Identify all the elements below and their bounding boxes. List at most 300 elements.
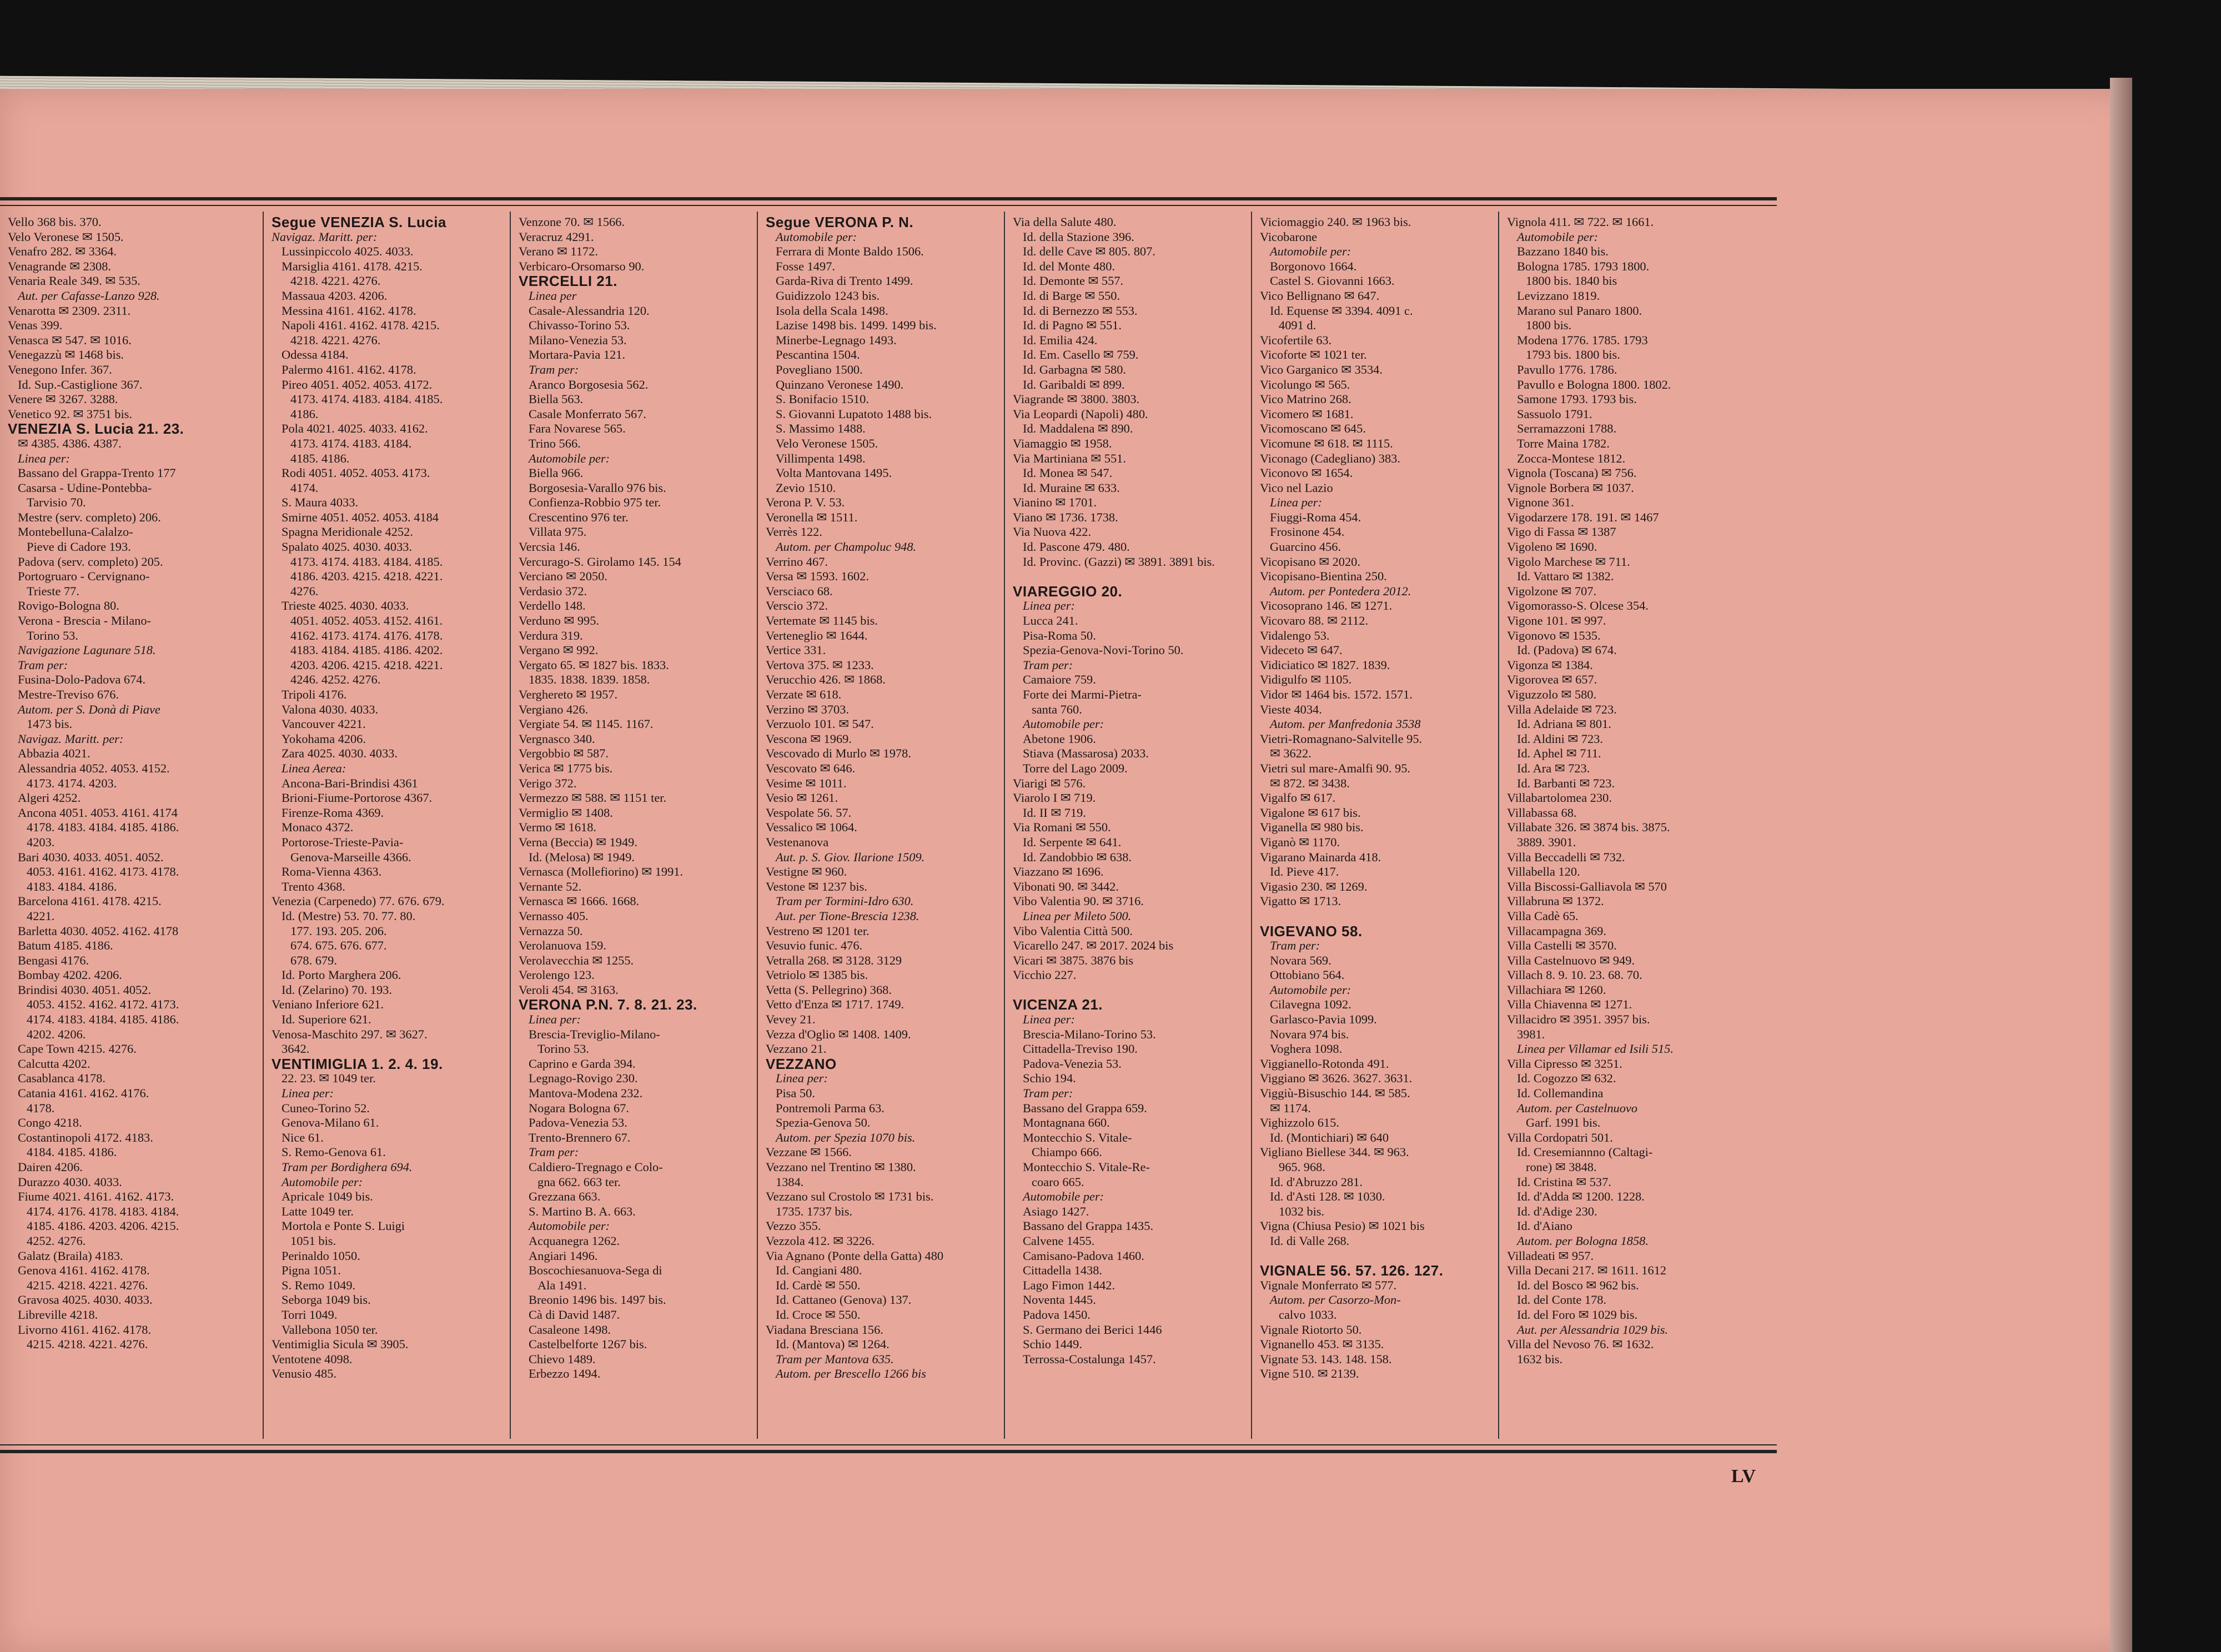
index-line: Vergato 65. ✉ 1827 bis. 1833. — [519, 657, 669, 672]
index-line: 22. 23. ✉ 1049 ter. — [282, 1071, 376, 1086]
index-line: Pisa-Roma 50. — [1023, 628, 1096, 642]
index-line: Vicomune ✉ 618. ✉ 1115. — [1260, 436, 1393, 450]
index-line: Dairen 4206. — [18, 1160, 83, 1174]
index-line: Pireo 4051. 4052. 4053. 4172. — [282, 377, 433, 391]
index-line: Vigomorasso-S. Olcese 354. — [1507, 599, 1649, 613]
index-line: Vidalengo 53. — [1260, 628, 1330, 642]
index-line: Borgosesia-Varallo 976 bis. — [529, 480, 666, 495]
index-line: Vestone ✉ 1237 bis. — [766, 879, 867, 893]
index-line: Verolavecchia ✉ 1255. — [519, 953, 634, 967]
index-line: Villa Decani 217. ✉ 1611. 1612 — [1507, 1263, 1667, 1278]
index-line: Id. Cangiani 480. — [776, 1263, 862, 1278]
index-line: Novara 569. — [1270, 953, 1331, 967]
index-line: Brioni-Fiume-Portorose 4367. — [282, 791, 433, 805]
index-line: Segue VERONA P. N. — [766, 215, 914, 230]
index-line: Chivasso-Torino 53. — [529, 318, 630, 333]
index-line: Fusina-Dolo-Padova 674. — [18, 672, 146, 687]
index-line: Viggiù-Bisuschio 144. ✉ 585. — [1260, 1086, 1410, 1101]
index-line: Cittadella-Treviso 190. — [1023, 1042, 1138, 1056]
index-line: 3889. 3901. — [1517, 835, 1576, 849]
index-line: Torino 53. — [537, 1042, 589, 1056]
index-line: Vianino ✉ 1701. — [1013, 495, 1097, 510]
index-line: Villabassa 68. — [1507, 805, 1577, 820]
index-line: Verano ✉ 1172. — [519, 244, 598, 259]
index-line: Villa Castelnuovo ✉ 949. — [1507, 953, 1635, 967]
index-line: Vigonza ✉ 1384. — [1507, 657, 1593, 672]
index-line: Lussinpiccolo 4025. 4033. — [282, 244, 414, 259]
index-line: Modena 1776. 1785. 1793 — [1517, 333, 1648, 347]
index-line: Villachiara ✉ 1260. — [1507, 982, 1606, 997]
index-line: Verteneglio ✉ 1644. — [766, 628, 868, 642]
index-line: Id. II ✉ 719. — [1023, 805, 1086, 820]
index-line: VIGNALE 56. 57. 126. 127. — [1260, 1263, 1444, 1278]
index-line: Bombay 4202. 4206. — [18, 968, 122, 982]
index-line: Biella 966. — [529, 466, 584, 480]
index-line: Legnago-Rovigo 230. — [529, 1071, 638, 1086]
index-line: Schio 194. — [1023, 1071, 1076, 1086]
index-line: ✉ 4385. 4386. 4387. — [18, 436, 122, 450]
index-line: Monaco 4372. — [282, 820, 354, 835]
index-line: VEZZANO — [766, 1056, 837, 1072]
index-line: 4183. 4184. 4185. 4186. 4202. — [290, 643, 443, 657]
index-line: Cittadella 1438. — [1023, 1263, 1103, 1278]
index-line: Versciaco 68. — [766, 584, 833, 598]
index-line: Gravosa 4025. 4030. 4033. — [18, 1293, 153, 1307]
index-line: Verolengo 123. — [519, 968, 595, 982]
index-line: Bassano del Grappa-Trento 177 — [18, 466, 176, 480]
index-line: Id. del Bosco ✉ 962 bis. — [1517, 1278, 1639, 1292]
index-line: Cilavegna 1092. — [1270, 997, 1351, 1012]
index-line: 4218. 4221. 4276. — [290, 333, 381, 347]
index-line — [1260, 1249, 1491, 1264]
index-line: Vespolate 56. 57. — [766, 805, 852, 820]
index-line: Aut. per Tione-Brescia 1238. — [776, 908, 919, 923]
index-line: 4178. — [27, 1101, 55, 1115]
index-line: Ancona-Bari-Brindisi 4361 — [282, 776, 418, 790]
index-line: Terrossa-Costalunga 1457. — [1023, 1352, 1156, 1366]
index-line: Cape Town 4215. 4276. — [18, 1042, 137, 1056]
index-line: Vergobbio ✉ 587. — [519, 746, 609, 761]
index-line: Pola 4021. 4025. 4033. 4162. — [282, 421, 428, 436]
index-line: Autom. per Bologna 1858. — [1517, 1233, 1649, 1248]
index-line: Vallebona 1050 ter. — [282, 1322, 378, 1337]
index-line: Vicolungo ✉ 565. — [1260, 377, 1350, 391]
index-line: Linea per: — [529, 1012, 581, 1027]
index-line: Guidizzolo 1243 bis. — [776, 288, 880, 303]
index-line: Povegliano 1500. — [776, 362, 863, 376]
index-line: Vico Bellignano ✉ 647. — [1260, 288, 1380, 303]
index-line: 4162. 4173. 4174. 4176. 4178. — [290, 628, 443, 642]
index-line: 1473 bis. — [27, 717, 73, 731]
index-line: Borgonovo 1664. — [1270, 259, 1357, 273]
index-line: Venere ✉ 3267. 3288. — [8, 392, 118, 406]
index-line: Messina 4161. 4162. 4178. — [282, 303, 416, 318]
index-line: Vezza d'Oglio ✉ 1408. 1409. — [766, 1027, 911, 1041]
index-line: Aut. p. S. Giov. Ilarione 1509. — [776, 850, 925, 864]
index-line: Boscochiesanuova-Sega di — [529, 1263, 662, 1278]
index-line: Vicobarone — [1260, 229, 1318, 244]
index-line: Veroli 454. ✉ 3163. — [519, 982, 619, 997]
index-line: Id. d'Adige 230. — [1517, 1204, 1597, 1218]
index-line: Forte dei Marmi-Pietra- — [1023, 687, 1142, 701]
index-line: Id. (Zelarino) 70. 193. — [282, 982, 392, 997]
index-line: Id. d'Aiano — [1517, 1219, 1572, 1233]
index-line: Verona P. V. 53. — [766, 495, 845, 510]
index-line: Segue VENEZIA S. Lucia — [272, 215, 446, 230]
index-line: Id. Cardè ✉ 550. — [776, 1278, 861, 1292]
index-line: Id. di Bernezzo ✉ 553. — [1023, 303, 1138, 318]
index-line: Breonio 1496 bis. 1497 bis. — [529, 1293, 666, 1307]
index-table-frame — [0, 197, 1777, 1453]
index-line: Voghera 1098. — [1270, 1042, 1343, 1056]
index-line: Venusio 485. — [272, 1367, 336, 1381]
index-line: Id. Cresemiannno (Caltagi- — [1517, 1145, 1653, 1159]
index-line: Autom. per S. Donà di Piave — [18, 702, 160, 716]
index-line: Vidor ✉ 1464 bis. 1572. 1571. — [1260, 687, 1413, 701]
index-line: Cà di David 1487. — [529, 1307, 620, 1322]
index-line: Vicopisano-Bientina 250. — [1260, 569, 1387, 584]
index-line: Venetico 92. ✉ 3751 bis. — [8, 406, 132, 421]
index-line: Durazzo 4030. 4033. — [18, 1174, 122, 1189]
index-line: S. Maura 4033. — [282, 495, 359, 510]
index-line: Verrino 467. — [766, 554, 828, 569]
index-columns — [0, 212, 1777, 1439]
index-line: Viano ✉ 1736. 1738. — [1013, 510, 1118, 524]
index-line: S. Bonifacio 1510. — [776, 392, 869, 406]
index-line: 1735. 1737 bis. — [776, 1204, 853, 1218]
index-line: Latte 1049 ter. — [282, 1204, 354, 1218]
index-line: Villabruna ✉ 1372. — [1507, 894, 1604, 908]
index-line: Viamaggio ✉ 1958. — [1013, 436, 1112, 450]
index-line: Villacampagna 369. — [1507, 923, 1606, 938]
index-line: Vicosoprano 146. ✉ 1271. — [1260, 599, 1393, 613]
index-line: Seborga 1049 bis. — [282, 1293, 371, 1307]
index-line: Vignale Riotorto 50. — [1260, 1322, 1362, 1337]
index-line: Vergano ✉ 992. — [519, 643, 599, 657]
index-line: Viazzano ✉ 1696. — [1013, 865, 1104, 879]
index-line: Id. Equense ✉ 3394. 4091 c. — [1270, 303, 1413, 318]
index-line: Pigna 1051. — [282, 1263, 341, 1278]
index-line: Venzone 70. ✉ 1566. — [519, 215, 625, 229]
index-line: Zevio 1510. — [776, 480, 836, 495]
index-line: Vigne 510. ✉ 2139. — [1260, 1367, 1359, 1381]
index-line: VERCELLI 21. — [519, 274, 617, 289]
index-line: Stiava (Massarosa) 2033. — [1023, 746, 1149, 761]
index-line: Verolanuova 159. — [519, 938, 606, 953]
index-line: Lucca 241. — [1023, 614, 1078, 628]
index-line: Bazzano 1840 bis. — [1517, 244, 1609, 259]
index-line: Bengasi 4176. — [18, 953, 89, 967]
index-line: Vignola (Toscana) ✉ 756. — [1507, 466, 1637, 480]
index-line: Caldiero-Tregnago e Colo- — [529, 1160, 663, 1174]
index-line: 4185. 4186. 4203. 4206. 4215. — [27, 1219, 179, 1233]
index-line: 4184. 4185. 4186. — [27, 1145, 117, 1159]
index-line: Vicarello 247. ✉ 2017. 2024 bis — [1013, 938, 1174, 953]
index-line: Vibonati 90. ✉ 3442. — [1013, 879, 1119, 893]
index-line: Id. Monea ✉ 547. — [1023, 466, 1113, 480]
index-line: 4173. 4174. 4183. 4184. 4185. — [290, 554, 443, 569]
index-line: Linea per: — [776, 1071, 828, 1086]
index-line: Mortara-Pavia 121. — [529, 348, 626, 362]
index-line: Villa Cadè 65. — [1507, 908, 1579, 923]
index-line: Id. di Barge ✉ 550. — [1023, 288, 1120, 303]
index-line: Vico Garganico ✉ 3534. — [1260, 362, 1383, 376]
index-line: Caprino e Garda 394. — [529, 1056, 636, 1071]
index-line: Via della Salute 480. — [1013, 215, 1117, 229]
index-line: Id. (Mestre) 53. 70. 77. 80. — [282, 908, 416, 923]
index-line: Id. Collemandina — [1517, 1086, 1604, 1101]
index-line: Id. Sup.-Castiglione 367. — [18, 377, 143, 391]
index-line: 965. 968. — [1279, 1160, 1325, 1174]
index-line: Vigatto ✉ 1713. — [1260, 894, 1341, 908]
index-line: Veniano Inferiore 621. — [272, 997, 384, 1012]
index-line: Vermezzo ✉ 588. ✉ 1151 ter. — [519, 791, 667, 805]
index-line: Vermo ✉ 1618. — [519, 820, 597, 835]
index-column-4 — [758, 212, 1005, 1439]
index-line: Viganò ✉ 1170. — [1260, 835, 1340, 849]
index-line: Ventimiglia Sicula ✉ 3905. — [272, 1337, 409, 1352]
index-line: Spezia-Genova-Novi-Torino 50. — [1023, 643, 1184, 657]
index-line: Automobile per: — [1023, 1189, 1104, 1204]
index-line: Ottobiano 564. — [1270, 968, 1345, 982]
index-line: Milano-Venezia 53. — [529, 333, 627, 347]
index-line: Id. Em. Casello ✉ 759. — [1023, 348, 1139, 362]
index-line: Vetralla 268. ✉ 3128. 3129 — [766, 953, 902, 967]
index-line: Verghereto ✉ 1957. — [519, 687, 618, 701]
index-line: Trento 4368. — [282, 879, 345, 893]
index-line: 4173. 4174. 4183. 4184. — [290, 436, 412, 450]
index-line: 4215. 4218. 4221. 4276. — [27, 1278, 148, 1292]
index-line: 4202. 4206. — [27, 1027, 86, 1041]
index-line: Vermiglio ✉ 1408. — [519, 805, 613, 820]
index-line: Torre del Lago 2009. — [1023, 761, 1128, 775]
index-line: 1384. — [776, 1174, 804, 1189]
index-line: Id. Aphel ✉ 711. — [1517, 746, 1601, 761]
index-line — [1013, 983, 1244, 998]
index-line: Villa Cordopatri 501. — [1507, 1130, 1613, 1144]
index-column-6 — [1252, 212, 1499, 1439]
index-line: Casablanca 4178. — [18, 1071, 105, 1086]
index-line: Id. del Foro ✉ 1029 bis. — [1517, 1307, 1638, 1322]
index-line: Spezia-Genova 50. — [776, 1116, 871, 1130]
index-line: Bassano del Grappa 659. — [1023, 1101, 1147, 1115]
index-line: Viagrande ✉ 3800. 3803. — [1013, 392, 1140, 406]
index-line: Villabella 120. — [1507, 865, 1580, 879]
index-line: Levizzano 1819. — [1517, 288, 1600, 303]
index-line: Viciomaggio 240. ✉ 1963 bis. — [1260, 215, 1411, 229]
index-line: Vigalfo ✉ 617. — [1260, 791, 1336, 805]
index-line: Linea per Mileto 500. — [1023, 908, 1132, 923]
index-line: Villa Castelli ✉ 3570. — [1507, 938, 1617, 953]
index-line: Chievo 1489. — [529, 1352, 596, 1366]
index-line: Id. Cristina ✉ 537. — [1517, 1174, 1611, 1189]
index-line: Automobile per: — [282, 1174, 363, 1189]
book-spine — [2110, 78, 2132, 1652]
index-line: Isola della Scala 1498. — [776, 303, 888, 318]
index-column-3 — [511, 212, 758, 1439]
index-line: Vietri sul mare-Amalfi 90. 95. — [1260, 761, 1411, 775]
index-line: Venegono Infer. 367. — [8, 362, 112, 376]
index-line: Garf. 1991 bis. — [1526, 1116, 1601, 1130]
index-line: VIAREGGIO 20. — [1013, 584, 1123, 599]
index-line: Id. delle Cave ✉ 805. 807. — [1023, 244, 1155, 259]
index-line: Id. d'Asti 128. ✉ 1030. — [1270, 1189, 1385, 1204]
index-line: Serramazzoni 1788. — [1517, 421, 1617, 436]
index-line: Vescovado di Murlo ✉ 1978. — [766, 746, 911, 761]
index-line: Vetta (S. Pellegrino) 368. — [766, 982, 892, 997]
index-line: Vicoforte ✉ 1021 ter. — [1260, 348, 1367, 362]
index-line: Tram per: — [1270, 938, 1320, 953]
index-line: Id. del Conte 178. — [1517, 1293, 1607, 1307]
index-line: Vergiate 54. ✉ 1145. 1167. — [519, 717, 654, 731]
index-line: Villa del Nevoso 76. ✉ 1632. — [1507, 1337, 1654, 1352]
index-line: Navigaz. Maritt. per: — [272, 229, 378, 244]
index-line: Vetriolo ✉ 1385 bis. — [766, 968, 868, 982]
index-line: 4174. 4176. 4178. 4183. 4184. — [27, 1204, 179, 1218]
index-line: 4186. — [290, 406, 319, 421]
index-line: VERONA P.N. 7. 8. 21. 23. — [519, 997, 697, 1013]
index-line: Genova 4161. 4162. 4178. — [18, 1263, 150, 1278]
index-line: Vibo Valentia Città 500. — [1013, 923, 1133, 938]
index-line: Vigolo Marchese ✉ 711. — [1507, 554, 1630, 569]
index-line: Vigasio 230. ✉ 1269. — [1260, 879, 1368, 893]
index-line: Vevey 21. — [766, 1012, 816, 1027]
index-line: Vesuvio funic. 476. — [766, 938, 863, 953]
index-line: Ala 1491. — [537, 1278, 587, 1292]
index-line: 1032 bis. — [1279, 1204, 1325, 1218]
index-line: Vertice 331. — [766, 643, 826, 657]
index-line: Venaria Reale 349. ✉ 535. — [8, 274, 140, 288]
index-line: Viganella ✉ 980 bis. — [1260, 820, 1364, 835]
index-line: Abetone 1906. — [1023, 731, 1096, 746]
index-line: Verciano ✉ 2050. — [519, 569, 607, 584]
index-line: Fiuggi-Roma 454. — [1270, 510, 1361, 524]
index-line: Videceto ✉ 647. — [1260, 643, 1343, 657]
index-line: Aut. per Alessandria 1029 bis. — [1517, 1322, 1669, 1337]
index-line: Id. Provinc. (Gazzi) ✉ 3891. 3891 bis. — [1023, 554, 1215, 569]
index-line: Id. Croce ✉ 550. — [776, 1307, 861, 1322]
index-line: Firenze-Roma 4369. — [282, 805, 384, 820]
index-line: Verrès 122. — [766, 525, 822, 539]
index-line: Alessandria 4052. 4053. 4152. — [18, 761, 170, 775]
index-line: Mestre-Treviso 676. — [18, 687, 119, 701]
index-line: Velo Veronese 1505. — [776, 436, 878, 450]
index-line: Verna (Beccia) ✉ 1949. — [519, 835, 637, 849]
index-line: Padova (serv. completo) 205. — [18, 554, 163, 569]
index-line: Vigna (Chiusa Pesio) ✉ 1021 bis — [1260, 1219, 1425, 1233]
index-line: 4203. — [27, 835, 55, 849]
index-line: Vidigulfo ✉ 1105. — [1260, 672, 1352, 687]
index-line: Vergnasco 340. — [519, 731, 595, 746]
index-line: Spalato 4025. 4030. 4033. — [282, 540, 413, 554]
index-line: Montecchio S. Vitale-Re- — [1023, 1160, 1150, 1174]
index-line: Galatz (Braila) 4183. — [18, 1248, 123, 1263]
index-line: 4203. 4206. 4215. 4218. 4221. — [290, 657, 443, 672]
index-line: Trieste 77. — [27, 584, 79, 598]
index-line: Vigonovo ✉ 1535. — [1507, 628, 1601, 642]
index-line: Verigo 372. — [519, 776, 577, 790]
index-line: Vigliano Biellese 344. ✉ 963. — [1260, 1145, 1409, 1159]
index-line: Vicomero ✉ 1681. — [1260, 406, 1354, 421]
index-line: Villach 8. 9. 10. 23. 68. 70. — [1507, 968, 1642, 982]
index-line: Villacidro ✉ 3951. 3957 bis. — [1507, 1012, 1650, 1027]
index-line: Vestreno ✉ 1201 ter. — [766, 923, 870, 938]
index-line: Fosse 1497. — [776, 259, 835, 273]
index-line: 4221. — [27, 908, 55, 923]
index-line: Linea per: — [18, 451, 70, 465]
index-line: Automobile per: — [529, 1219, 610, 1233]
index-line: Fiume 4021. 4161. 4162. 4173. — [18, 1189, 174, 1204]
index-line: Autom. per Castelnuovo — [1517, 1101, 1638, 1115]
index-line: 4276. — [290, 584, 319, 598]
index-line: Id. della Stazione 396. — [1023, 229, 1134, 244]
index-line: Verdello 148. — [519, 599, 586, 613]
index-line: Vessalico ✉ 1064. — [766, 820, 857, 835]
index-line: Id. (Mantova) ✉ 1264. — [776, 1337, 890, 1352]
index-line: Id. Pieve 417. — [1270, 865, 1339, 879]
index-line: Brescia-Treviglio-Milano- — [529, 1027, 660, 1041]
index-line: Montebelluna-Calalzo- — [18, 525, 133, 539]
index-line: Id. Maddalena ✉ 890. — [1023, 421, 1133, 436]
index-line: Id. d'Adda ✉ 1200. 1228. — [1517, 1189, 1645, 1204]
index-line: Via Romani ✉ 550. — [1013, 820, 1111, 835]
index-line: VENEZIA S. Lucia 21. 23. — [8, 421, 184, 436]
index-line: Id. Emilia 424. — [1023, 333, 1098, 347]
index-line: Confienza-Robbio 975 ter. — [529, 495, 661, 510]
index-line: Yokohama 4206. — [282, 731, 366, 746]
index-line: Rovigo-Bologna 80. — [18, 599, 119, 613]
index-line: S. Martino B. A. 663. — [529, 1204, 636, 1218]
index-line: Casale-Alessandria 120. — [529, 303, 650, 318]
index-line: Vetto d'Enza ✉ 1717. 1749. — [766, 997, 905, 1012]
index-line: Via Leopardi (Napoli) 480. — [1013, 406, 1148, 421]
index-line: Id. Demonte ✉ 557. — [1023, 274, 1124, 288]
index-line: Torre Maina 1782. — [1517, 436, 1610, 450]
index-line: Casarsa - Udine-Pontebba- — [18, 480, 152, 495]
index-line: Viconago (Cadegliano) 383. — [1260, 451, 1400, 465]
index-line: Villa Chiavenna ✉ 1271. — [1507, 997, 1632, 1012]
index-line: Venasca ✉ 547. ✉ 1016. — [8, 333, 132, 347]
index-line: VENTIMIGLIA 1. 2. 4. 19. — [272, 1056, 443, 1072]
index-line — [1260, 909, 1491, 924]
index-line: Autom. per Pontedera 2012. — [1270, 584, 1411, 598]
index-line: Congo 4218. — [18, 1116, 82, 1130]
index-line: Veracruz 4291. — [519, 229, 594, 244]
index-line: Massaua 4203. 4206. — [282, 288, 388, 303]
index-line: Vicofertile 63. — [1260, 333, 1332, 347]
index-line: Venosa-Maschito 297. ✉ 3627. — [272, 1027, 428, 1041]
index-line: Asiago 1427. — [1023, 1204, 1089, 1218]
index-line: 1800 bis. 1840 bis — [1526, 274, 1617, 288]
index-line: Verzino ✉ 3703. — [766, 702, 849, 716]
index-line: Autom. per Casorzo-Mon- — [1270, 1293, 1401, 1307]
index-line: Barletta 4030. 4052. 4162. 4178 — [18, 923, 179, 938]
index-line: Trino 566. — [529, 436, 581, 450]
index-line: Id. Aldini ✉ 723. — [1517, 731, 1603, 746]
index-line: coaro 665. — [1032, 1174, 1084, 1189]
index-line: Tram per: — [18, 657, 68, 672]
index-line: Verduno ✉ 995. — [519, 614, 600, 628]
index-line: Pavullo 1776. 1786. — [1517, 362, 1617, 376]
index-line: Id. Superiore 621. — [282, 1012, 371, 1027]
index-line: santa 760. — [1032, 702, 1082, 716]
index-line: Tarvisio 70. — [27, 495, 86, 510]
index-line: Vancouver 4221. — [282, 717, 366, 731]
index-line: Vernante 52. — [519, 879, 582, 893]
index-line: 4053. 4152. 4162. 4172. 4173. — [27, 997, 179, 1012]
index-line: Id. Ara ✉ 723. — [1517, 761, 1590, 775]
index-line: Id. Vattaro ✉ 1382. — [1517, 569, 1614, 584]
